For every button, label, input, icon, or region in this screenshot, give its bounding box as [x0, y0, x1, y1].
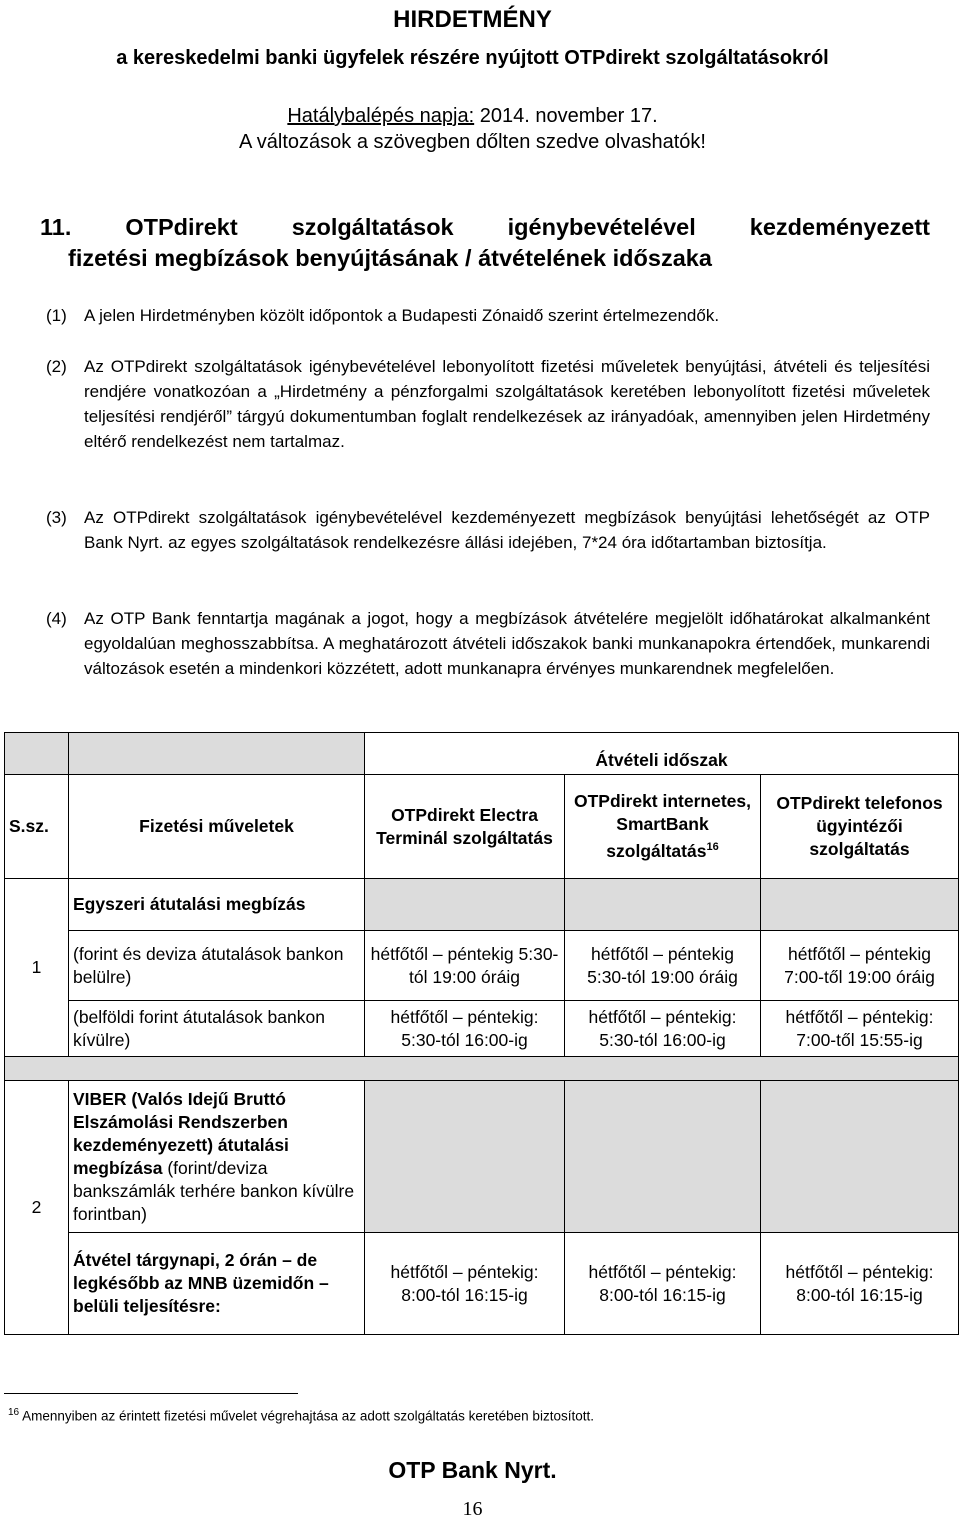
table-corner — [69, 733, 365, 775]
col-header-number: S.sz. — [5, 775, 69, 879]
table-corner — [5, 733, 69, 775]
effective-date-value: 2014. november 17. — [479, 105, 658, 127]
electra-time-in-bank: hétfőtől – péntekig 5:30-tól 19:00 óráig — [365, 931, 565, 1001]
paragraph-text: Az OTP Bank fenntartja magának a jogot, hogy a megbízások átvételére megjelölt időhatárokat alkalmanként egyoldalúan meghosszabbítsa. A meghatározott átvételi időszakok banki munkanapokra értendőek, munkarendi változások esetén a mindenkori közzétett, adott munkanapra érvényes munkarendnek megfelelően. — [84, 609, 930, 678]
col-header-internet — [565, 775, 761, 879]
company-name: OTP Bank Nyrt. — [388, 1457, 557, 1483]
time-days: hétfőtől – péntekig: — [588, 1006, 737, 1027]
paragraph-number: (1) — [46, 306, 67, 325]
time-range: 8:00-tól 16:15-ig — [599, 1284, 726, 1305]
empty-cell — [761, 879, 959, 931]
footnote-mark: 16 — [8, 1407, 20, 1418]
internet-time-in-bank — [565, 931, 761, 1001]
time-range: 5:30-tól 16:00-ig — [401, 1029, 528, 1050]
internet-time-out-of-bank — [565, 1001, 761, 1057]
footnote-ref: 16 — [706, 841, 719, 854]
phone-time-in-bank — [761, 931, 959, 1001]
section-number: 11. — [40, 214, 72, 240]
footnote-text: Amennyiben az érintett fizetési művelet végrehajtása az adott szolgáltatás keretében biztosított. — [22, 1408, 594, 1424]
phone-time-out-of-bank — [761, 1001, 959, 1057]
section-title-word: szolgáltatások — [291, 214, 454, 240]
operation-title-normal: (forint/deviza bankszámlák terhére bankon kívülre forintban) — [73, 1157, 355, 1224]
operation-title-viber — [69, 1081, 365, 1233]
paragraph-2 — [46, 354, 930, 454]
empty-cell — [365, 1081, 565, 1233]
time-range: 7:00-től 19:00 óráig — [784, 966, 935, 987]
time-days: hétfőtől – péntekig: — [390, 1006, 539, 1027]
time-range: 7:00-től 15:55-ig — [796, 1029, 923, 1050]
paragraph-4 — [46, 606, 930, 681]
paragraph-text: Az OTPdirekt szolgáltatások igénybevételével lebonyolított fizetési műveletek benyújtási, átvételi és teljesítési rendjére vonatkozóan a „Hirdetmény a pénzforgalmi szolgáltatások keretében lebonyolított fizetési műveletek teljesítési rendjéről” tárgyú dokumentumban foglalt rendelkezések az irányadóak, amennyiben jelen Hirdetmény eltérő rendelkezést nem tartalmaz. — [84, 357, 930, 451]
time-days: hétfőtől – péntekig: — [390, 1261, 539, 1282]
operation-title: Egyszeri átutalási megbízás — [69, 879, 365, 931]
col-header-electra: OTPdirekt Electra Terminál szolgáltatás — [365, 775, 565, 879]
effective-date-line — [0, 104, 945, 128]
time-days: hétfőtől – péntekig: — [785, 1261, 934, 1282]
row-number: 1 — [5, 879, 69, 1057]
col-header-phone: OTPdirekt telefonos ügyintézői szolgáltatás — [761, 775, 959, 879]
section-heading — [40, 212, 930, 274]
operation-sub-out-of-bank: (belföldi forint átutalások bankon kívülre) — [69, 1001, 365, 1057]
electra-time-out-of-bank — [365, 1001, 565, 1057]
document-title: HIRDETMÉNY — [393, 6, 552, 33]
acceptance-schedule-table — [4, 732, 959, 1335]
empty-cell — [761, 1081, 959, 1233]
empty-cell — [565, 879, 761, 931]
footnote-separator — [4, 1393, 298, 1394]
time-days: hétfőtől – péntekig — [590, 943, 735, 964]
time-days: hétfőtől – péntekig: — [785, 1006, 934, 1027]
time-range: 8:00-tól 16:15-ig — [796, 1284, 923, 1305]
operation-title-bold: VIBER (Valós Idejű Bruttó Elszámolási Rendszerben kezdeményezett) átutalási megbízása — [73, 1088, 289, 1178]
col-header-internet-text: OTPdirekt internetes, SmartBank szolgáltatás — [574, 791, 751, 861]
section-title-line2: fizetési megbízások benyújtásának / átvételének időszaka — [68, 245, 712, 271]
paragraph-1 — [46, 303, 930, 328]
time-range: 8:00-tól 16:15-ig — [401, 1284, 528, 1305]
group-header-acceptance-period: Átvételi időszak — [365, 733, 959, 775]
electra-time-viber — [365, 1233, 565, 1335]
table-separator-row — [5, 1057, 959, 1081]
document-subtitle: a kereskedelmi banki ügyfelek részére nyújtott OTPdirekt szolgáltatásokról — [116, 47, 829, 69]
effective-date-label: Hatálybalépés napja: — [287, 105, 475, 127]
paragraph-text: Az OTPdirekt szolgáltatások igénybevételével kezdeményezett megbízások benyújtási lehetőségét az OTP Bank Nyrt. az egyes szolgáltatások rendelkezésre állási idejében, 7*24 óra időtartamban biztosítja. — [84, 508, 930, 552]
operation-sub-in-bank: (forint és deviza átutalások bankon belülre) — [69, 931, 365, 1001]
time-days: hétfőtől – péntekig: — [588, 1261, 737, 1282]
empty-cell — [365, 879, 565, 931]
paragraph-number: (3) — [46, 508, 67, 527]
section-title-word: OTPdirekt — [125, 214, 238, 240]
col-header-operations: Fizetési műveletek — [69, 775, 365, 879]
row-number: 2 — [5, 1081, 69, 1335]
paragraph-3 — [46, 505, 930, 555]
empty-cell — [565, 1081, 761, 1233]
phone-time-viber — [761, 1233, 959, 1335]
section-title-word: igénybevételével — [507, 214, 696, 240]
time-range: 5:30-tól 16:00-ig — [599, 1029, 726, 1050]
time-range: 5:30-tól 19:00 óráig — [587, 966, 738, 987]
paragraph-number: (2) — [46, 357, 67, 376]
footnote — [8, 1404, 908, 1426]
time-days: hétfőtől – péntekig — [787, 943, 932, 964]
section-title-word: kezdeményezett — [749, 214, 930, 240]
paragraph-text: A jelen Hirdetményben közölt időpontok a Budapesti Zónaidő szerint értelmezendők. — [84, 306, 720, 325]
changes-notice: A változások a szövegben dőlten szedve olvashatók! — [239, 131, 706, 153]
internet-time-viber — [565, 1233, 761, 1335]
operation-sub-viber: Átvétel tárgynapi, 2 órán – de legkésőbb az MNB üzemidőn – belüli teljesítésre: — [69, 1233, 365, 1335]
page-number: 16 — [462, 1498, 483, 1520]
paragraph-number: (4) — [46, 609, 67, 628]
